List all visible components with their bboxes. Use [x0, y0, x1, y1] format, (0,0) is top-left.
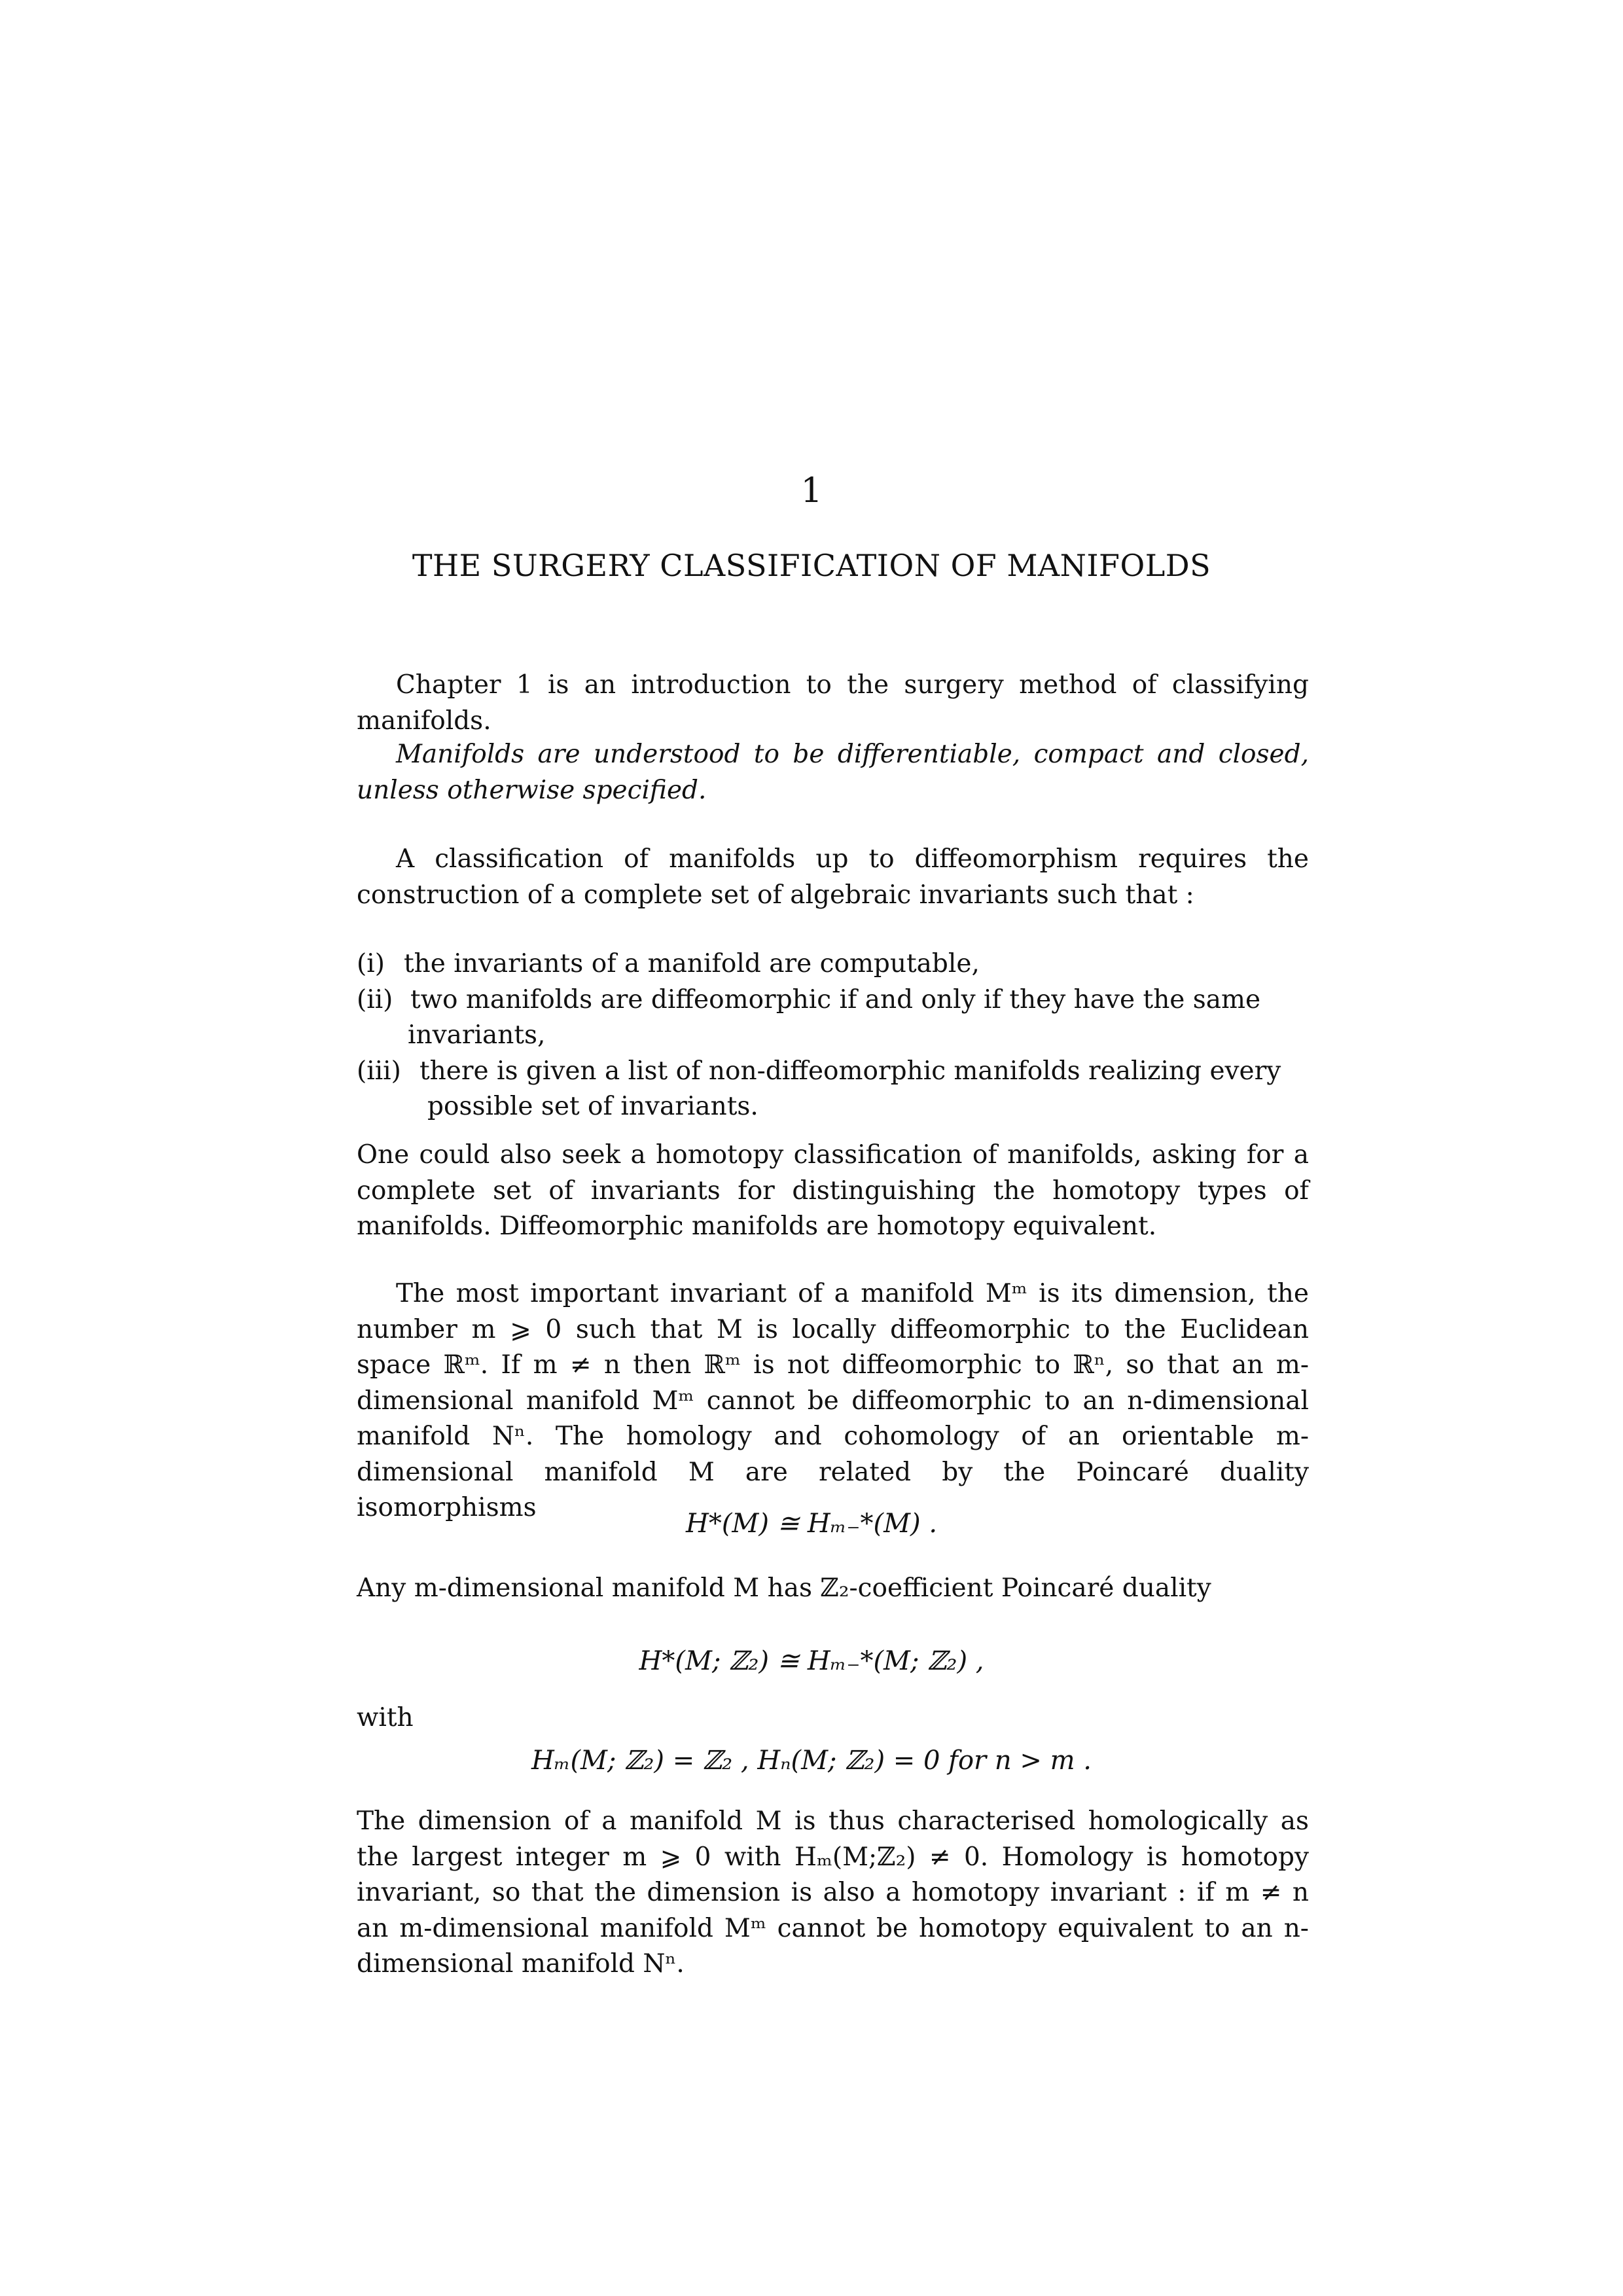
conditions-list: [357, 946, 1309, 1125]
intro-paragraph: Chapter 1 is an introduction to the surgery method of classifying manifolds.: [357, 670, 1309, 736]
list-item-text: the invariants of a manifold are computable,: [404, 949, 980, 978]
list-item-label: (iii): [357, 1056, 401, 1086]
list-item: [357, 946, 1309, 982]
list-item: [357, 982, 1309, 1054]
conclusion-paragraph: The dimension of a manifold M is thus characterised homologically as the largest integer m ⩾ 0 with Hₘ(M;ℤ₂) ≠ 0. Homology is homotopy invariant, so that the dimension is also a homotopy invariant : if m ≠ n an m-dimensional manifold Mᵐ cannot be homotopy equivalent to an n-dimensional manifold Nⁿ.: [357, 1806, 1309, 1979]
list-item-text: two manifolds are diffeomorphic if and only if they have the same invariants,: [408, 984, 1261, 1050]
list-item: [357, 1054, 1309, 1125]
convention-paragraph: Manifolds are understood to be differentiable, compact and closed, unless otherwise specified.: [357, 740, 1309, 805]
z2-duality-paragraph: Any m-dimensional manifold M has ℤ₂-coefficient Poincaré duality: [357, 1573, 1211, 1603]
list-item-text: there is given a list of non-diffeomorphic manifolds realizing every possible set of invariants.: [419, 1056, 1281, 1121]
poincare-duality-equation: H*(M) ≅ Hₘ₋*(M) .: [685, 1509, 938, 1539]
list-item-label: (i): [357, 949, 385, 978]
homotopy-paragraph: One could also seek a homotopy classification of manifolds, asking for a complete set of invariants for distinguishing the homotopy types of manifolds. Diffeomorphic manifolds are homotopy equivalent.: [357, 1140, 1309, 1241]
list-item-label: (ii): [357, 984, 393, 1014]
dimension-paragraph: The most important invariant of a manifold Mᵐ is its dimension, the number m ⩾ 0 such that M is locally diffeomorphic to the Euclidean space ℝᵐ. If m ≠ n then ℝᵐ is not diffeomorphic to ℝⁿ, so that an m-dimensional manifold Mᵐ cannot be diffeomorphic to an n-dimensional manifold Nⁿ. The homology and cohomology of an orientable m-dimensional manifold M are related by the Poincaré duality isomorphisms: [357, 1279, 1309, 1522]
top-homology-equation: Hₘ(M; ℤ₂) = ℤ₂ , Hₙ(M; ℤ₂) = 0 for n > m .: [531, 1746, 1092, 1776]
z2-duality-equation: H*(M; ℤ₂) ≅ Hₘ₋*(M; ℤ₂) ,: [639, 1646, 984, 1676]
chapter-title: THE SURGERY CLASSIFICATION OF MANIFOLDS: [412, 548, 1211, 583]
with-text: with: [357, 1703, 414, 1732]
classification-paragraph: A classification of manifolds up to diffeomorphism requires the construction of a complete set of algebraic invariants such that :: [357, 844, 1309, 910]
chapter-number: 1: [800, 471, 823, 511]
